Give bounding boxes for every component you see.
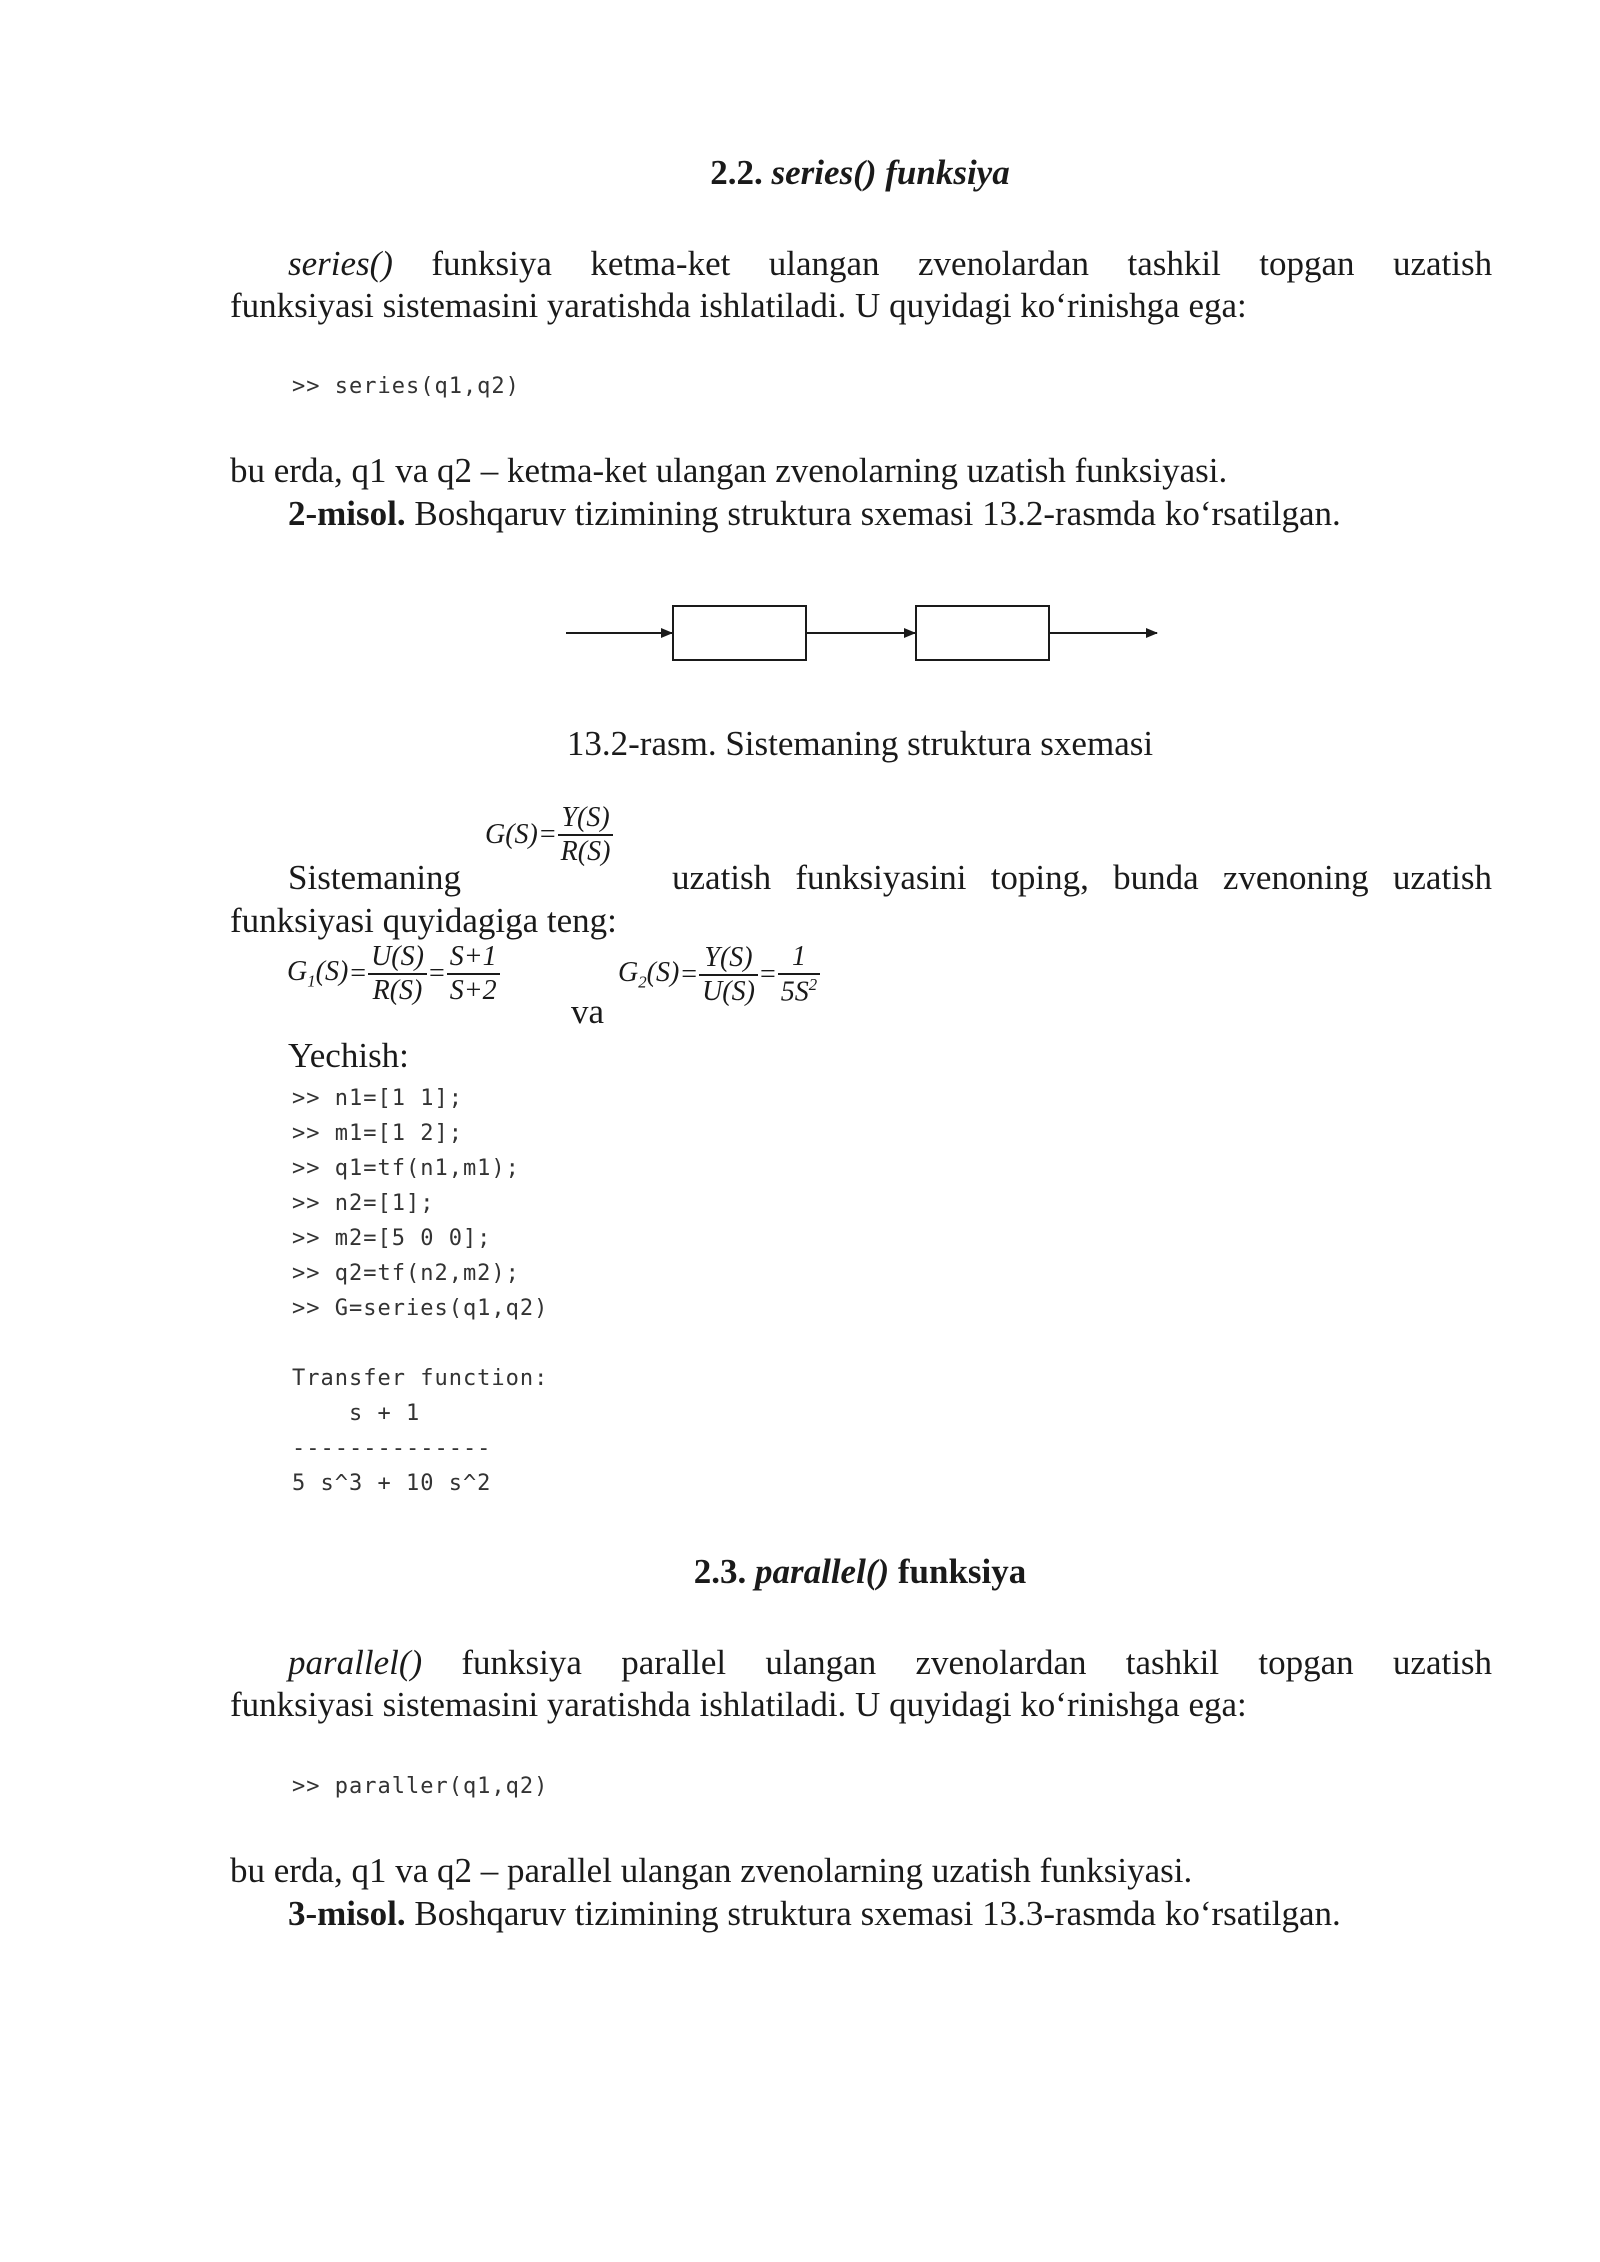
formula-g2-fraction-2: $\frac{1}{5S^2}$	[778, 941, 820, 1008]
example-3-label: 3-misol.	[288, 1894, 406, 1933]
word: ulangan	[768, 244, 880, 283]
parallel-where-text: bu erda, q1 va q2 – parallel ulangan zvenolarning uzatish funksiyasi.	[230, 1851, 1193, 1890]
formula-g1: $G_1(S)$ = $\frac{U(S)}{R(S)}$ = $\frac{S+1}{S+2}$	[287, 941, 500, 1007]
series-block-diagram	[560, 598, 1160, 668]
word: uzatish	[1392, 1643, 1493, 1682]
section-2-2-number: 2.2.	[710, 153, 763, 192]
parallel-code-snippet: >> paraller(q1,q2)	[292, 1774, 549, 1799]
formula-g-numerator: Y(S)	[561, 802, 610, 833]
formula-g-lhs: G(S)	[485, 819, 538, 850]
section-2-3-heading	[0, 1552, 1600, 1592]
word: uzatish	[1392, 858, 1493, 897]
va-connector: va	[571, 992, 605, 1031]
formula-g1-fraction-2: $\frac{S+1}{S+2}$	[447, 941, 500, 1007]
section-2-3-number: 2.3.	[693, 1552, 747, 1591]
section-2-2-heading	[0, 153, 1600, 193]
block-2	[916, 606, 1049, 660]
word: bunda	[1113, 858, 1199, 897]
word: tashkil	[1125, 1643, 1220, 1682]
section-2-2-paragraph-line-2: funksiyasi sistemasini yaratishda ishlatiladi. U quyidagi ko‘rinishga ega:	[230, 286, 1247, 325]
word: topgan	[1259, 244, 1355, 283]
section-2-3-paragraph-line-1	[288, 1644, 1492, 1683]
word: topgan	[1258, 1643, 1354, 1682]
word: funksiya	[461, 1643, 582, 1682]
series-code-snippet: >> series(q1,q2)	[292, 374, 520, 399]
section-2-3-title-rest: funksiya	[897, 1552, 1027, 1591]
code-line: s + 1	[292, 1401, 421, 1426]
section-2-2-title: series() funksiya	[771, 153, 1010, 192]
section-2-3-title: parallel()	[754, 1552, 890, 1591]
block-1	[673, 606, 806, 660]
word: ulangan	[765, 1643, 877, 1682]
formula-g: G(S) = $\frac{Y(S)}{R(S)}$	[485, 802, 613, 868]
formula-g2-lhs: $G_2(S)$	[618, 956, 680, 992]
parallel-function-name: parallel()	[288, 1643, 423, 1682]
example-3-line	[288, 1895, 1341, 1934]
word: uzatish	[1392, 244, 1493, 283]
word: toping,	[990, 858, 1089, 897]
word: ketma-ket	[590, 244, 731, 283]
code-line: --------------	[292, 1436, 492, 1461]
section-2-2-paragraph-line-1	[288, 245, 1492, 284]
code-line: >> q2=tf(n2,m2);	[292, 1261, 520, 1286]
word: zvenoning	[1222, 858, 1369, 897]
code-line: Transfer function:	[292, 1366, 549, 1391]
code-line: >> q1=tf(n1,m1);	[292, 1156, 520, 1181]
code-line: >> m2=[5 0 0];	[292, 1226, 492, 1251]
formula-g-fraction	[558, 802, 614, 868]
example-3-text: Boshqaruv tizimining struktura sxemasi 13.3-rasmda ko‘rsatilgan.	[414, 1894, 1341, 1933]
word: parallel	[621, 1643, 727, 1682]
task-line-1-rest	[672, 859, 1492, 898]
task-word-start: Sistemaning	[288, 858, 462, 897]
code-line: >> G=series(q1,q2)	[292, 1296, 549, 1321]
word: funksiyasini	[795, 858, 967, 897]
code-line: >> n1=[1 1];	[292, 1086, 463, 1111]
code-line: >> n2=[1];	[292, 1191, 435, 1216]
solution-label: Yechish:	[288, 1036, 409, 1075]
task-line-2: funksiyasi quyidagiga teng:	[230, 901, 617, 940]
formula-g1-lhs: $G_1(S)$	[287, 956, 349, 991]
series-function-name: series()	[288, 244, 393, 283]
formula-g2-fraction-1: $\frac{Y(S)}{U(S)}$	[699, 942, 758, 1008]
example-2-text: Boshqaruv tizimining struktura sxemasi 13.2-rasmda ko‘rsatilgan.	[414, 494, 1341, 533]
formula-g1-fraction-1: $\frac{U(S)}{R(S)}$	[368, 941, 427, 1007]
section-2-3-paragraph-line-2: funksiyasi sistemasini yaratishda ishlatiladi. U quyidagi ko‘rinishga ega:	[230, 1685, 1247, 1724]
formula-g-denominator: R(S)	[558, 834, 614, 868]
series-where-text: bu erda, q1 va q2 – ketma-ket ulangan zvenolarning uzatish funksiyasi.	[230, 451, 1228, 490]
word: zvenolardan	[915, 1643, 1087, 1682]
word: funksiya	[431, 244, 552, 283]
code-line: >> m1=[1 2];	[292, 1121, 463, 1146]
code-line: 5 s^3 + 10 s^2	[292, 1471, 492, 1496]
figure-caption: 13.2-rasm. Sistemaning struktura sxemasi	[566, 724, 1154, 763]
example-2-label: 2-misol.	[288, 494, 406, 533]
example-2-line	[288, 495, 1341, 534]
word: zvenolardan	[918, 244, 1090, 283]
formula-g2: $G_2(S)$ = $\frac{Y(S)}{U(S)}$ = $\frac{1}{5S^2}$	[618, 941, 820, 1008]
word: uzatish	[672, 858, 772, 897]
word: tashkil	[1127, 244, 1221, 283]
